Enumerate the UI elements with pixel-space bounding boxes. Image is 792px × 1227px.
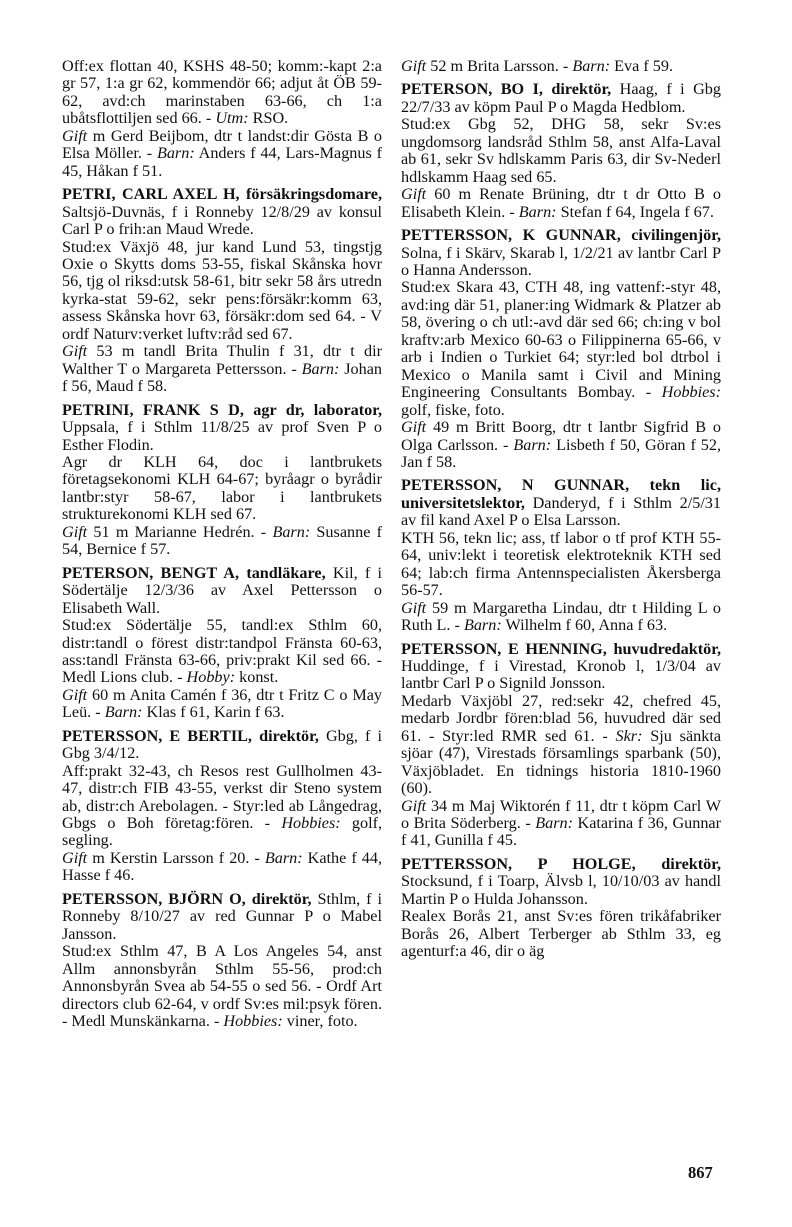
- entry-heading: PETERSSON, E BERTIL, direktör, Gbg, f i Gbg 3/4/12.: [62, 726, 383, 763]
- entry-paragraph: Stud:ex Växjö 48, jur kand Lund 53, tingstjg Oxie o Skytts doms 53-55, fiskal Skånska hovr 56, tjg ol riksd:utsk 58-61, bitr sekr 58 års utredn kyrka-stat 59-62, sekr pens:försäkr:komm 63, assess Skånska hovr 63, försäkr:dom sed 64. - V ordf Naturv:verket luftv:råd sed 67.: [62, 237, 382, 343]
- entry-paragraph: Stud:ex Södertälje 55, tandl:ex Sthlm 60, distr:tandl o förest distr:tandpol Fränsta 60-63, ass:tandl Fränsta 63-66, priv:prakt Kil sed 66. - Medl Lions club. - Hobby: konst.: [62, 616, 382, 687]
- entry-heading: PETERSON, BO I, direktör, Haag, f i Gbg 22/7/33 av köpm Paul P o Magda Hedblom.: [401, 80, 721, 116]
- entry-paragraph: Gift 49 m Britt Boorg, dtr t lantbr Sigfrid B o Olga Carlsson. - Barn: Lisbeth f 50, Göran f 52, Jan f 58.: [401, 418, 722, 471]
- page-number: 867: [688, 1163, 713, 1182]
- entry-petersson-n-gunnar: [401, 477, 721, 634]
- entry-paragraph: Agr dr KLH 64, doc i lantbrukets företagsekonomi KLH 64-67; byråagr o byrådir lantbr:styr 58-67, labor i lantbrukets strukturekonomi KLH sed 67.: [62, 452, 382, 524]
- continuation-paragraph: Off:ex flottan 40, KSHS 48-50; komm:-kapt 2:a gr 57, 1:a gr 62, kommendör 66; adjut åt ÖB 59-62, avd:ch marinstaben 63-66, ch 1:a ubåtsflottiljen sed 66. - Utm: RSO.: [62, 57, 382, 128]
- entry-paragraph: Gift 34 m Maj Wiktorén f 11, dtr t köpm Carl W o Brita Söderberg. - Barn: Katarina f 36, Gunnar f 41, Gunilla f 45.: [401, 796, 721, 850]
- entry-heading: PETERSSON, E HENNING, huvudredaktör, Huddinge, f i Virestad, Kronob l, 1/3/04 av lantbr Carl P o Signild Jonsson.: [401, 639, 722, 693]
- entry-paragraph: Aff:prakt 32-43, ch Resos rest Gullholmen 43-47, distr:ch FIB 43-55, verkst dir Steno system ab, distr:ch Arebolagen. - Styr:led ab Långedrag, Gbgs o Boh företag:fören. - Hobbies: golf, segling.: [62, 761, 383, 850]
- entry-pettersson-holge: [401, 856, 721, 961]
- entry-paragraph: Stud:ex Sthlm 47, B A Los Angeles 54, anst Allm annonsbyrån Sthlm 55-56, prod:ch Annonsbyrån Svea ab 54-55 o sed 56. - Ordf Art directors club 62-64, v ordf Sv:es mil:psyk fören. - Medl Munskänkarna. - Hobbies: viner, foto.: [62, 942, 382, 1031]
- entry-petersson-henning: [401, 641, 721, 850]
- right-continuation: [401, 58, 721, 75]
- entry-paragraph: Stud:ex Skara 43, CTH 48, ing vattenf:-styr 48, avd:ing där 51, planer:ing Widmark & Platzer ab 58, övering o ch utl:-avd där sed 66; ch:ing v bol kraftv:arb Mexico 60-63 o Filippinerna 65-66, v arb i Indien o Turkiet 64; styr:led bol dtrbol i Mexico o Manila samt i Civil and Mining Engineering Consultants Bombay. - Hobbies: golf, fiske, foto.: [401, 278, 721, 419]
- entry-petersson-bertil: [62, 728, 382, 885]
- entry-heading: PETTERSSON, P HOLGE, direktör, Stocksund, f i Toarp, Älvsb l, 10/10/03 av handl Martin P o Hulda Johansson.: [401, 854, 721, 908]
- entry-pettersson-k-gunnar: [401, 227, 721, 471]
- entry-heading: PETERSON, BENGT A, tandläkare, Kil, f i Södertälje 12/3/36 av Axel Pettersson o Elisabeth Wall.: [62, 563, 383, 617]
- entry-paragraph: Gift 51 m Marianne Hedrén. - Barn: Susanne f 54, Bernice f 57.: [62, 522, 382, 559]
- entry-petersson-bjorn: [62, 891, 382, 1031]
- entry-paragraph: KTH 56, tekn lic; ass, tf labor o tf prof KTH 55-64, univ:lekt i teoretisk elektroteknik KTH sed 64; lab:ch firma Antennspecialisten Åkersberga 56-57.: [401, 528, 721, 600]
- entry-paragraph: Gift 60 m Renate Brüning, dtr t dr Otto B o Elisabeth Klein. - Barn: Stefan f 64, Ingela f 67.: [401, 185, 721, 221]
- left-continuation: [62, 58, 382, 180]
- entry-heading: PETRI, CARL AXEL H, försäkringsdomare, Saltsjö-Duvnäs, f i Ronneby 12/8/29 av konsul Carl P o frih:an Maud Wrede.: [62, 185, 382, 239]
- entry-petri-carl-axel: [62, 186, 382, 395]
- entry-paragraph: Gift 59 m Margaretha Lindau, dtr t Hilding L o Ruth L. - Barn: Wilhelm f 60, Anna f 63.: [401, 598, 721, 635]
- continuation-paragraph: Gift m Gerd Beijbom, dtr t landst:dir Gösta B o Elsa Möller. - Barn: Anders f 44, Lars-Magnus f 45, Håkan f 51.: [62, 126, 382, 180]
- entry-paragraph: Gift 53 m tandl Brita Thulin f 31, dtr t dir Walther T o Margareta Pettersson. - Barn: Johan f 56, Maud f 58.: [62, 342, 383, 396]
- entry-paragraph: Gift m Kerstin Larsson f 20. - Barn: Kathe f 44, Hasse f 46.: [62, 848, 382, 885]
- right-column: [401, 58, 721, 967]
- left-column: [62, 58, 382, 1036]
- entry-petrini-frank: [62, 402, 382, 559]
- entry-paragraph: Gift 60 m Anita Camén f 36, dtr t Fritz C o May Leü. - Barn: Klas f 61, Karin f 63.: [62, 685, 382, 722]
- entry-heading: PETTERSSON, K GUNNAR, civilingenjör, Solna, f i Skärv, Skarab l, 1/2/21 av lantbr Carl P o Hanna Andersson.: [401, 226, 722, 279]
- entry-peterson-bengt: [62, 565, 382, 722]
- entry-heading: PETRINI, FRANK S D, agr dr, laborator, Uppsala, f i Sthlm 11/8/25 av prof Sven P o Esther Flodin.: [62, 400, 382, 454]
- continuation-paragraph: Gift 52 m Brita Larsson. - Barn: Eva f 59.: [401, 57, 674, 75]
- entry-paragraph: Realex Borås 21, anst Sv:es fören trikåfabriker Borås 26, Albert Terberger ab Sthlm 33, eg agenturf:a 46, dir o äg: [401, 907, 721, 961]
- entry-heading: PETERSSON, N GUNNAR, tekn lic, universitetslektor, Danderyd, f i Sthlm 2/5/31 av fil kand Axel P o Elsa Larsson.: [401, 476, 722, 530]
- entry-paragraph: Stud:ex Gbg 52, DHG 58, sekr Sv:es ungdomsorg landsråd Sthlm 58, anst Alfa-Laval ab 61, sekr Sv hdlskamm Paris 63, dir Sv-Nederl hdlskamm Haag sed 65.: [401, 115, 721, 186]
- entry-heading: PETERSSON, BJÖRN O, direktör, Sthlm, f i Ronneby 8/10/27 av red Gunnar P o Mabel Jansson.: [62, 889, 383, 943]
- entry-paragraph: Medarb Växjöbl 27, red:sekr 42, chefred 45, medarb Jordbr fören:blad 56, huvudred där sed 61. - Styr:led RMR sed 61. - Skr: Sju sänkta sjöar (47), Virestads församlings sparbank (50), Växjöbladet. En tidnings historia 1810-1960 (60).: [401, 691, 722, 798]
- entry-peterson-bo: [401, 81, 721, 221]
